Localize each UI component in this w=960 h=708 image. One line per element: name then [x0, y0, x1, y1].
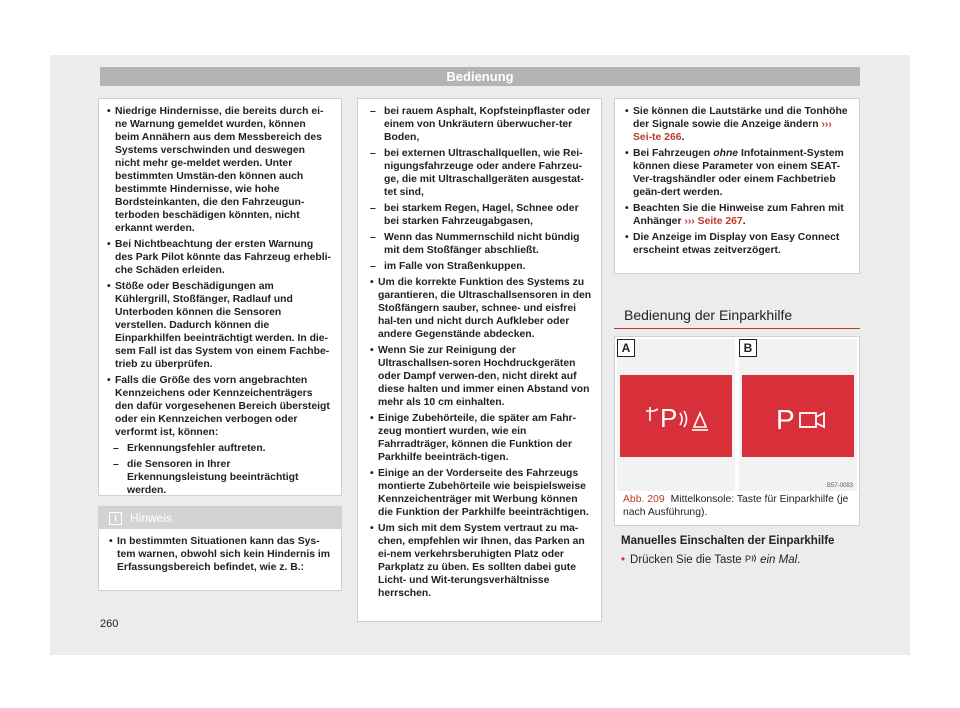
- park-assist-button-variant-b: [742, 375, 854, 457]
- middle-bullet-item: • Einige an der Vorderseite des Fahrzeugs montierte Zubehörteile wie beispielsweise Kennzeichenträger mit Werbung können die Funktion der Parkhilfe beeinträchtigen.: [370, 467, 593, 519]
- park-assist-button-variant-a: [620, 375, 732, 457]
- middle-dash-item: – bei starkem Regen, Hagel, Schnee oder bei starken Fahrzeugabgasen,: [370, 202, 593, 228]
- middle-dash-item: – bei externen Ultraschallquellen, wie Rei-nigungsfahrzeuge oder andere Fahrzeu-ge, die mit Ultraschallgeräten ausgestat-tet sind,: [370, 147, 593, 199]
- svg-text:P: P: [776, 404, 795, 435]
- hint-text: • In bestimmten Situationen kann das Sys-tem warnen, obwohl sich kein Hindernis im Erfassungsbereich befindet, wie z. B.:: [109, 535, 331, 574]
- figure-number: Abb. 209: [623, 494, 665, 505]
- warning-bullet-item: • Falls die Größe des vorn angebrachten Kennzeichens oder Kennzeichenträgers den dafür vorgesehenen Bereich übersteigt oder ein Kennzeichen verbogen oder verformt ist, können:: [107, 374, 331, 439]
- park-assist-camera-icon: [742, 375, 854, 457]
- figure-panel-b: [739, 339, 857, 491]
- manual-activation-heading: Manuelles Einschalten der Einparkhilfe: [621, 535, 835, 547]
- warning-bullet-item: • Niedrige Hindernisse, die bereits durch ei-ne Warnung gemeldet wurden, können beim Annähern aus dem Messbereich des Systems verschwinden und deswegen nicht mehr ge-meldet werden. Unter bestimmten Umstän-den können auch bestimmte Hindernisse, wie hohe Bordsteinkanten, die den Fahrzeugun-terboden beschädigen könnten, nicht erkannt werden.: [107, 105, 331, 235]
- middle-bullet-item: • Einige Zubehörteile, die später am Fahr-zeug montiert wurden, wie ein Fahrradträger, können die Funktion der Parkhilfe beeinträch-tigen.: [370, 412, 593, 464]
- figure-caption: [623, 493, 853, 519]
- manual-activation-step: • Drücken Sie die Taste P ein Mal.: [621, 554, 801, 566]
- park-assist-sound-icon: [620, 375, 732, 457]
- middle-dash-item: – bei rauem Asphalt, Kopfsteinpflaster oder einem von Unkräutern überwucher-ter Boden,: [370, 105, 593, 144]
- page-link-266[interactable]: ››› Sei-te 266: [633, 119, 832, 143]
- svg-text:P: P: [660, 403, 678, 433]
- warning-dash-item: – die Sensoren in Ihrer Erkennungsleistung beeinträchtigt werden.: [107, 458, 331, 497]
- middle-dash-item: – im Falle von Straßenkuppen.: [370, 260, 593, 273]
- warning-dash-item: – Erkennungsfehler auftreten.: [107, 442, 331, 455]
- step-bullet: •: [621, 554, 626, 566]
- info-icon: i: [109, 512, 122, 525]
- note-volume: • Sie können die Lautstärke und die Tonhöhe der Signale sowie die Anzeige ändern ››› Sei-te 266.: [625, 105, 851, 144]
- middle-bullet-item: • Wenn Sie zur Reinigung der Ultraschallsen-soren Hochdruckgeräten oder Dampf verwen-den, nicht direkt auf diese halten und immer einen Abstand von mehr als 10 cm einhalten.: [370, 344, 593, 409]
- svg-text:P: P: [744, 554, 751, 563]
- warning-bullet-item: • Stöße oder Beschädigungen am Kühlergrill, Stoßfänger, Radlauf und Unterboden können die Sensoren verstellen. Dadurch können die Einparkhilfen beeinträchtigt werden. In die-sem Fall ist das System von einem Fachbe-trieb zu überprüfen.: [107, 280, 331, 371]
- figure-panel-a: [617, 339, 735, 491]
- warning-bullet-item: • Bei Nichtbeachtung der ersten Warnung des Park Pilot könnte das Fahrzeug erhebli-che Schäden erleiden.: [107, 238, 331, 277]
- warning-box: [98, 98, 342, 496]
- section-title: Bedienung der Einparkhilfe: [624, 307, 793, 323]
- settings-notes-box: [614, 98, 860, 274]
- figure-209: [614, 336, 860, 526]
- section-heading: [614, 306, 860, 329]
- note-no-infotainment: • Bei Fahrzeugen ohne Infotainment-System können diese Parameter von einem SEAT-Ver-tragshändler oder einem Fachbetrieb geän-dert werden.: [625, 147, 851, 199]
- hint-header: [99, 507, 341, 529]
- hint-title: Hinweis: [130, 511, 173, 525]
- note-easy-connect: • Die Anzeige im Display von Easy Connect erscheint etwas zeitverzögert.: [625, 231, 851, 257]
- middle-bullet-item: • Um sich mit dem System vertraut zu ma-chen, empfehlen wir Ihnen, das Parken an ei-nem verkehrsberuhigten Platz oder Parkplatz zu üben. Es sollten dabei gute Licht- und Wit-terungsverhältnisse herrschen.: [370, 522, 593, 600]
- figure-id: B57-0083: [826, 483, 853, 489]
- middle-bullet-item: • Um die korrekte Funktion des Systems zu garantieren, die Ultraschallsensoren in den Stoßfängern sauber, schnee- und eisfrei hal-ten und nicht durch Aufkleber oder andere Gegenstände abdecken.: [370, 276, 593, 341]
- page-header: Bedienung: [100, 67, 860, 86]
- page-number: 260: [100, 618, 119, 630]
- panel-label-a: A: [617, 339, 635, 357]
- park-assist-key-icon: [745, 554, 757, 566]
- middle-dash-item: – Wenn das Nummernschild nicht bündig mit dem Stoßfänger abschließt.: [370, 231, 593, 257]
- panel-label-b: B: [739, 339, 757, 357]
- caption-text: Mittelkonsole: Taste für Einparkhilfe (je nach Ausführung).: [623, 494, 849, 518]
- middle-column-box: [357, 98, 602, 622]
- page-link-267[interactable]: ››› Seite 267: [684, 216, 743, 227]
- hint-box: [98, 506, 342, 591]
- note-trailer: • Beachten Sie die Hinweise zum Fahren mit Anhänger ››› Seite 267.: [625, 202, 851, 228]
